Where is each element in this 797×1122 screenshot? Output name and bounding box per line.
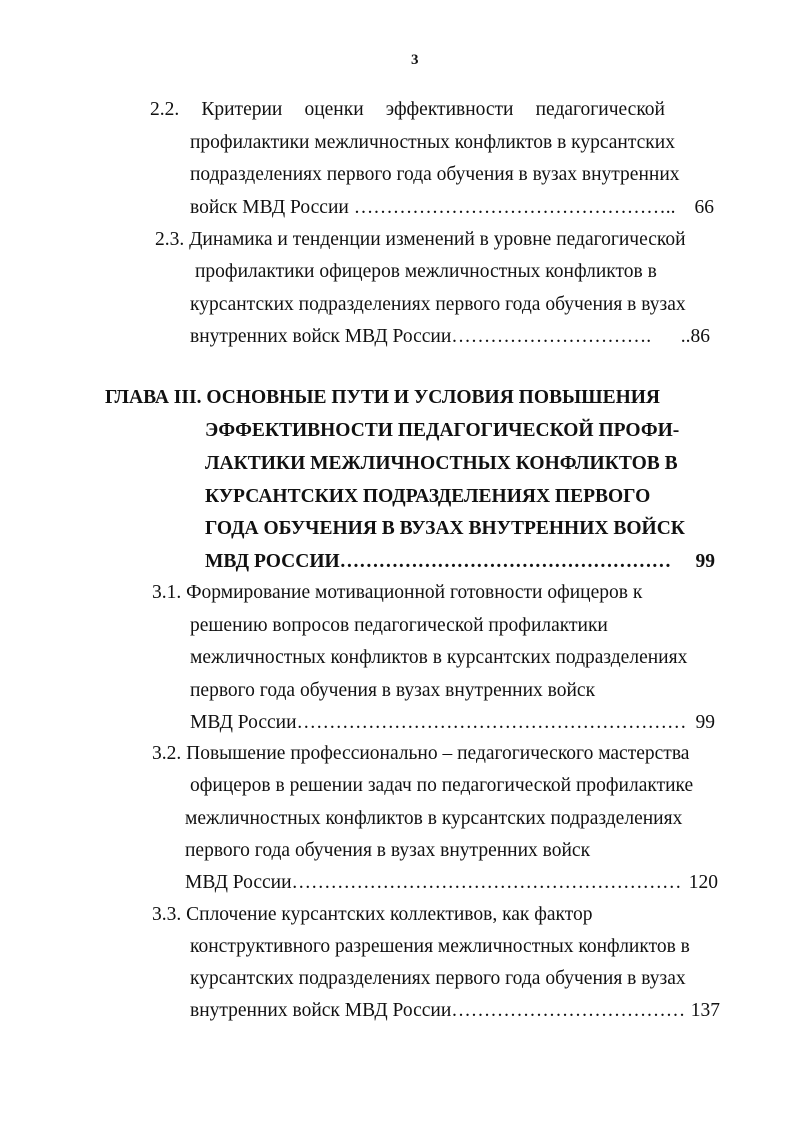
toc-line: профилактики межличностных конфликтов в курсантских (190, 132, 675, 153)
toc-line: 3.2. Повышение профессионально – педагогического мастерства (152, 743, 690, 764)
toc-line: курсантских подразделениях первого года обучения в вузах (190, 294, 686, 315)
chapter-line: ГЛАВА III. ОСНОВНЫЕ ПУТИ И УСЛОВИЯ ПОВЫШЕНИЯ (105, 387, 660, 408)
toc-line: первого года обучения в вузах внутренних войск (185, 840, 591, 861)
toc-line: МВД России…………………………………………………… (190, 712, 687, 733)
toc-line: первого года обучения в вузах внутренних войск (190, 680, 596, 701)
toc-line (150, 98, 665, 122)
chapter-line: МВД РОССИИ…………………………………………… (205, 551, 672, 572)
toc-line: межличностных конфликтов в курсантских подразделениях (190, 647, 688, 668)
chapter-line: ЭФФЕКТИВНОСТИ ПЕДАГОГИЧЕСКОЙ ПРОФИ- (205, 420, 680, 441)
chapter-line: КУРСАНТСКИХ ПОДРАЗДЕЛЕНИЯХ ПЕРВОГО (205, 486, 651, 507)
toc-page-number: 99 (695, 551, 715, 572)
toc-word: педагогической (535, 99, 665, 120)
toc-page-number: ..86 (680, 326, 710, 347)
toc-line: межличностных конфликтов в курсантских подразделениях (185, 808, 683, 829)
toc-line: внутренних войск МВД России…………………………. (190, 326, 652, 347)
toc-line: 2.3. Динамика и тенденции изменений в уровне педагогической (155, 229, 686, 250)
toc-word: эффективности (385, 99, 514, 120)
toc-line: курсантских подразделениях первого года обучения в вузах (190, 968, 686, 989)
toc-line: конструктивного разрешения межличностных конфликтов в (190, 936, 690, 957)
toc-page-number: 66 (694, 197, 714, 218)
toc-line: подразделениях первого года обучения в вузах внутренних (190, 164, 680, 185)
chapter-line: ЛАКТИКИ МЕЖЛИЧНОСТНЫХ КОНФЛИКТОВ В (205, 453, 678, 474)
toc-line: профилактики офицеров межличностных конфликтов в (195, 261, 657, 282)
toc-line: 3.1. Формирование мотивационной готовности офицеров к (152, 582, 643, 603)
toc-page-number: 120 (688, 872, 718, 893)
chapter-line: ГОДА ОБУЧЕНИЯ В ВУЗАХ ВНУТРЕННИХ ВОЙСК (205, 518, 685, 539)
toc-page-number: 99 (695, 712, 715, 733)
toc-word: оценки (304, 99, 364, 120)
toc-word: 2.2. (150, 99, 180, 120)
toc-line: войск МВД России ………………………………………….. (190, 197, 676, 218)
toc-word: Критерии (201, 99, 283, 120)
toc-line: офицеров в решении задач по педагогической профилактике (190, 775, 694, 796)
toc-page-number: 137 (690, 1000, 720, 1021)
page-number: 3 (411, 52, 419, 68)
toc-line: решению вопросов педагогической профилактики (190, 615, 608, 636)
toc-line: 3.3. Сплочение курсантских коллективов, как фактор (152, 904, 593, 925)
toc-line: внутренних войск МВД России……………………………… (190, 1000, 686, 1021)
toc-line: МВД России…………………………………………………… (185, 872, 682, 893)
